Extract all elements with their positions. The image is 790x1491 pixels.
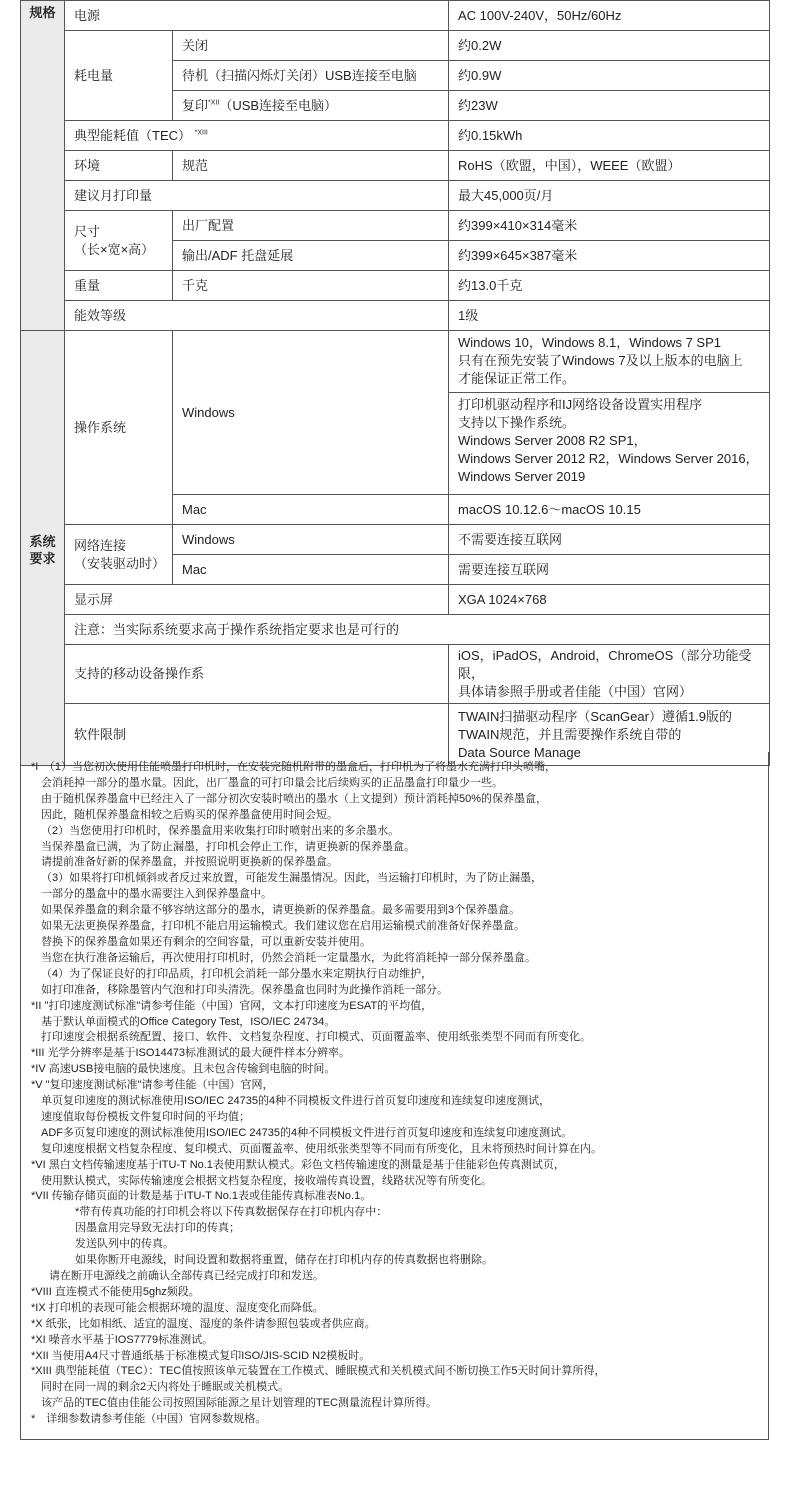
footnote-line: 使用默认模式，实际传输速度会根据文档复杂程度，接收端传真设置，线路状况等有所变化。 (41, 1174, 492, 1187)
footnote-line: 同时在同一周的剩余2天内将处于睡眠或关机模式。 (41, 1381, 290, 1394)
footnote-line: *VII 传输存储页面的计数是基于ITU-T No.1表或佳能传真标准表No.1。 (31, 1190, 372, 1203)
network-mac-value: 需要连接互联网 (449, 555, 770, 585)
display-row (21, 585, 770, 615)
footnote-line: *VI 黑白文档传输速度基于ITU-T No.1表使用默认模式。彩色文档传输速度的测量是基于佳能彩色传真测试页， (31, 1158, 565, 1171)
footnotes (20, 752, 769, 1440)
weight-row (21, 271, 770, 301)
os-windows-value-2: 打印机驱动程序和IJ网络设备设置实用程序 支持以下操作系统。 Windows Server 2008 R2 SP1， Windows Server 2012 R2，Windows Server 2016， Windows Server 2019 (449, 393, 770, 495)
footnote-line: *IV 高速USB接电脑的最快速度。且未包含传输到电脑的时间。 (31, 1063, 336, 1076)
os-label: 操作系统 (65, 331, 173, 525)
network-mac-label: Mac (173, 555, 449, 585)
weight-label: 重量 (65, 271, 173, 301)
footnote-line: *I （1）当您初次使用佳能喷墨打印机时，在安装完随机附带的墨盒后，打印机为了将墨水充满打印头喷嘴， (31, 761, 556, 773)
power-off-row (21, 31, 770, 61)
tec-value: 约0.15kWh (449, 121, 770, 151)
software-value: TWAIN扫描驱动程序（ScanGear）遵循1.9版的 TWAIN规范，并且需要操作系统自带的 Data Source Manage (449, 704, 770, 766)
os-windows-value-1: Windows 10，Windows 8.1，Windows 7 SP1 只有在预先安装了Windows 7及以上版本的电脑上 才能保证正常工作。 (449, 331, 770, 393)
display-value: XGA 1024×768 (449, 585, 770, 615)
footnote-line: （2）当您使用打印机时，保养墨盒用来收集打印时喷射出来的多余墨水。 (41, 824, 400, 837)
footnote-line: *X 纸张，比如相纸、适宜的温度、湿度的条件请参照包装或者供应商。 (31, 1317, 376, 1330)
power-standby-label: 待机（扫描闪烁灯关闭）USB连接至电脑 (173, 61, 449, 91)
footnote-line: 由于随机保养墨盒中已经注入了一部分初次安装时喷出的墨水（上文提到）预计消耗掉50%的保养墨盒， (41, 792, 548, 805)
weight-sub: 千克 (173, 271, 449, 301)
environment-value: RoHS（欧盟，中国），WEEE（欧盟） (449, 151, 770, 181)
monthly-volume-value: 最大45,000页/月 (449, 181, 770, 211)
footnote-line: 如果无法更换保养墨盒，打印机不能启用运输模式。我们建议您在启用运输模式前准备好保养墨盒。 (41, 920, 525, 933)
note-text: 注意：当实际系统要求高于操作系统指定要求也是可行的 (65, 615, 770, 645)
dimensions-extended-value: 约399×645×387毫米 (449, 241, 770, 271)
environment-label: 环境 (65, 151, 173, 181)
tec-row (21, 121, 770, 151)
footnote-line: 速度值取每份模板文件复印时间的平均值； (41, 1110, 250, 1123)
monthly-volume-label: 建议月打印量 (65, 181, 449, 211)
tec-label: 典型能耗值（TEC） $^{*XIII}$ (65, 121, 449, 151)
power-consumption-label: 耗电量 (65, 31, 173, 121)
energy-grade-label: 能效等级 (65, 301, 449, 331)
footnote-line: 单页复印速度的测试标准使用ISO/IEC 24735的4种不同模板文件进行首页复印速度和连续复印速度测试， (41, 1095, 551, 1108)
footnote-line: 因墨盒用完导致无法打印的传真； (75, 1222, 240, 1235)
dimensions-label: 尺寸 （长×宽×高） (65, 211, 173, 271)
footnote-line: 复印速度根据文档复杂程度、复印模式、页面覆盖率、使用纸张类型等不同而有所变化，且未将预热时间计算在内。 (41, 1142, 602, 1155)
network-label: 网络连接 （安装驱动时） (65, 525, 173, 585)
footnote-line: 该产品的TEC值由佳能公司按照国际能源之星计划管理的TEC测量流程计算所得。 (41, 1397, 437, 1410)
footnote-line: *XIII 典型能耗值（TEC）：TEC值按照该单元装置在工作模式、睡眠模式和关机模式间不断切换工作5天时间计算所得， (31, 1365, 606, 1378)
footnote-line: 基于默认单面模式的Office Category Test，ISO/IEC 24734。 (41, 1015, 336, 1028)
footnote-line: *II "打印速度测试标准"请参考佳能（中国）官网，文本打印速度为ESAT的平均值， (31, 999, 433, 1012)
footnote-ref-xiii: *XIII (194, 129, 208, 137)
dimensions-extended-label: 输出/ADF 托盘延展 (173, 241, 449, 271)
footnote-line: 请在断开电源线之前确认全部传真已经完成打印和发送。 (49, 1270, 324, 1282)
spec-table (20, 0, 770, 766)
mobile-row (21, 645, 770, 704)
software-label: 软件限制 (65, 704, 449, 766)
footnote-line: （3）如果将打印机倾斜或者反过来放置，可能发生漏墨情况。因此，当运输打印机时，为了防止漏墨， (41, 872, 543, 885)
dimensions-factory-value: 约399×410×314毫米 (449, 211, 770, 241)
monthly-volume-row (21, 181, 770, 211)
os-mac-value: macOS 10.12.6～macOS 10.15 (449, 495, 770, 525)
category-sysreq: 系统 要求 (21, 331, 65, 766)
weight-value: 约13.0千克 (449, 271, 770, 301)
energy-grade-value: 1级 (449, 301, 770, 331)
power-source-label: 电源 (65, 1, 449, 31)
network-windows-label: Windows (173, 525, 449, 555)
mobile-label: 支持的移动设备操作系 (65, 645, 449, 704)
mobile-value: iOS，iPadOS，Android，ChromeOS（部分功能受限， 具体请参照手册或者佳能（中国）官网） (449, 645, 770, 704)
footnote-line: 因此，随机保养墨盒相较之后购买的保养墨盒使用时间会短。 (41, 808, 338, 821)
footnote-line: ADF多页复印速度的测试标准使用ISO/IEC 24735的4种不同模板文件进行首页复印速度和连续复印速度测试。 (41, 1126, 573, 1139)
network-windows-value: 不需要连接互联网 (449, 525, 770, 555)
dimensions-factory-row (21, 211, 770, 241)
os-mac-label: Mac (173, 495, 449, 525)
environment-row (21, 151, 770, 181)
footnote-line: （4）为了保证良好的打印品质，打印机会消耗一部分墨水来定期执行自动维护， (41, 967, 433, 980)
footnote-line: 如果保养墨盒的剩余量不够容纳这部分的墨水，请更换新的保养墨盒。最多需要用到3个保养墨盒。 (41, 904, 521, 917)
dimensions-factory-label: 出厂配置 (173, 211, 449, 241)
footnote-line: *III 光学分辨率是基于ISO14473标准测试的最大硬件样本分辨率。 (31, 1047, 351, 1060)
display-label: 显示屏 (65, 585, 449, 615)
os-windows-row-1 (21, 331, 770, 393)
power-copy-label: 复印$^{*XII}$（USB连接至电脑） (173, 91, 449, 121)
footnote-line: 一部分的墨盒中的墨水需要注入到保养墨盒中。 (41, 888, 272, 901)
footnote-line: *VIII 直连模式不能使用5ghz频段。 (31, 1285, 200, 1298)
footnote-line: *IX 打印机的表现可能会根据环境的温度、湿度变化而降低。 (31, 1301, 324, 1314)
footnote-line: 替换下的保养墨盒如果还有剩余的空间容量，可以重新安装并使用。 (41, 935, 371, 948)
power-off-value: 约0.2W (449, 31, 770, 61)
footnote-line: 如果你断开电源线，时间设置和数据将重置，储存在打印机内存的传真数据也将删除。 (75, 1254, 493, 1267)
footnote-line: 会消耗掉一部分的墨水量。因此，出厂墨盒的可打印量会比后续购买的正品墨盒打印量少一些。 (41, 776, 503, 789)
footnote-line: 打印速度会根据系统配置、接口、软件、文档复杂程度、打印模式、页面覆盖率、使用纸张类型不同而有所变化。 (41, 1031, 591, 1044)
footnote-line: * 详细参数请参考佳能（中国）官网参数规格。 (31, 1413, 267, 1426)
network-windows-row (21, 525, 770, 555)
footnote-line: *XI 噪音水平基于IOS7779标准测试。 (31, 1333, 214, 1346)
footnote-line: 发送队列中的传真。 (75, 1238, 174, 1251)
footnote-line: *XII 当使用A4尺寸普通纸基于标准模式复印ISO/JIS-SCID N2模板时。 (31, 1349, 371, 1362)
footnote-ref-xii: *XII (208, 99, 220, 107)
footnote-line: 请提前准备好新的保养墨盒，并按照说明更换新的保养墨盒。 (41, 856, 338, 869)
os-windows-label: Windows (173, 331, 449, 495)
footnote-line: 如打印准备，移除墨管内气泡和打印头清洗。保养墨盒也同时为此操作消耗一部分。 (41, 983, 448, 996)
environment-sub: 规范 (173, 151, 449, 181)
power-copy-value: 约23W (449, 91, 770, 121)
power-source-value: AC 100V-240V，50Hz/60Hz (449, 1, 770, 31)
footnote-line: 当保养墨盒已满，为了防止漏墨，打印机会停止工作，请更换新的保养墨盒。 (41, 840, 415, 853)
energy-grade-row (21, 301, 770, 331)
note-row (21, 615, 770, 645)
footnote-line: *带有传真功能的打印机会将以下传真数据保存在打印机内存中： (75, 1206, 388, 1219)
category-spec: 规格 (21, 1, 65, 331)
footnote-line: 当您在执行准备运输后，再次使用打印机时，仍然会消耗一定量墨水，为此将消耗掉一部分保养墨盒。 (41, 951, 536, 964)
power-standby-value: 约0.9W (449, 61, 770, 91)
power-off-label: 关闭 (173, 31, 449, 61)
power-source-row (21, 1, 770, 31)
footnote-line: *V "复印速度测试标准"请参考佳能（中国）官网， (31, 1079, 274, 1092)
